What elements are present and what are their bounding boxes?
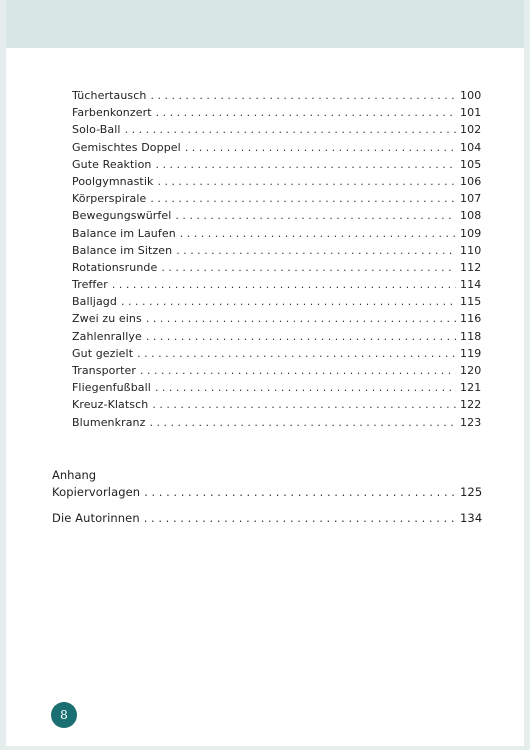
toc-entry-page: 116	[460, 312, 482, 326]
toc-entry-page: 100	[460, 89, 482, 102]
leader-dots	[144, 510, 456, 527]
leader-dots	[144, 484, 456, 501]
leader-dots	[175, 207, 456, 224]
toc-entry-label: Kreuz-Klatsch	[72, 398, 149, 412]
leader-dots	[185, 139, 456, 156]
toc-entry-page: 106	[460, 174, 482, 188]
toc-entry[interactable]	[72, 121, 480, 138]
toc-entry-label: Gute Reaktion	[72, 157, 152, 171]
toc-entry[interactable]	[72, 242, 480, 259]
leader-dots	[150, 87, 456, 104]
toc-entry-autorinnen[interactable]	[52, 510, 483, 527]
toc-entry-page: 118	[460, 329, 482, 343]
toc-entry-label: Farbenkonzert	[72, 106, 152, 120]
toc-entry-page: 101	[460, 106, 482, 120]
toc-entry[interactable]	[72, 139, 480, 156]
leader-dots	[155, 156, 456, 173]
toc-entry-label: Gut gezielt	[72, 346, 134, 360]
toc-entry-label: Zahlenrallye	[72, 329, 142, 343]
leader-dots	[156, 104, 456, 121]
toc-entry[interactable]	[72, 276, 480, 293]
toc-entry-label: Rotationsrunde	[72, 260, 158, 274]
toc-entry-page: 102	[460, 123, 482, 137]
toc-entry-label: Treffer	[72, 278, 108, 292]
toc-entry-label: Solo-Ball	[72, 123, 121, 137]
toc-entry-label: Balljagd	[72, 295, 117, 309]
toc-entry[interactable]	[72, 225, 480, 242]
toc-entry-kopiervorlagen[interactable]	[52, 484, 483, 501]
toc-entry-page: 119	[460, 346, 482, 360]
leader-dots	[150, 414, 456, 431]
leader-dots	[157, 173, 456, 190]
toc-entry-label: Transporter	[72, 364, 137, 377]
leader-dots	[161, 259, 456, 276]
appendix-section	[52, 467, 483, 527]
toc-entry[interactable]	[72, 190, 480, 207]
toc-entry[interactable]	[72, 293, 480, 310]
toc-entry-label: Balance im Sitzen	[72, 243, 173, 257]
toc-entry-label: Zwei zu eins	[72, 312, 142, 326]
toc-entry[interactable]	[72, 207, 480, 224]
toc-entry[interactable]	[72, 156, 480, 173]
toc-entry-label: Gemischtes Doppel	[72, 140, 181, 154]
toc-entry[interactable]	[72, 104, 480, 121]
leader-dots	[176, 242, 456, 259]
toc-entry[interactable]	[72, 87, 480, 104]
toc-entry-label: Blumenkranz	[72, 415, 146, 429]
toc-entry-page: 105	[460, 157, 482, 171]
table-of-contents	[72, 87, 480, 431]
leader-dots	[112, 276, 456, 293]
leader-dots	[155, 379, 456, 396]
leader-dots	[150, 190, 456, 207]
appendix-heading: Anhang	[52, 468, 97, 482]
toc-entry-page: 112	[460, 260, 482, 274]
toc-entry-page: 123	[460, 415, 482, 429]
toc-entry[interactable]	[72, 414, 480, 431]
toc-entry[interactable]	[72, 379, 480, 396]
toc-entry-label: Balance im Laufen	[72, 226, 176, 240]
leader-dots	[125, 121, 456, 138]
toc-entry-page: 120	[460, 364, 482, 377]
toc-entry-label: Poolgymnastik	[72, 174, 154, 188]
header-band	[6, 0, 524, 48]
leader-dots	[140, 362, 456, 379]
toc-entry-page: 115	[460, 295, 482, 309]
leader-dots	[180, 225, 456, 242]
toc-entry-label: Fliegenfußball	[72, 381, 151, 395]
page	[6, 0, 524, 746]
toc-entry-page: 108	[460, 209, 482, 223]
toc-entry[interactable]	[72, 173, 480, 190]
toc-entry-page: 104	[460, 140, 482, 154]
leader-dots	[121, 293, 456, 310]
leader-dots	[137, 345, 456, 362]
toc-entry-page: 109	[460, 226, 482, 240]
toc-entry-label: Körperspirale	[72, 192, 147, 206]
toc-entry[interactable]	[72, 396, 480, 413]
toc-entry[interactable]	[72, 362, 480, 379]
toc-entry-label: Bewegungswürfel	[72, 209, 172, 223]
toc-entry-label: Die Autorinnen	[52, 511, 140, 526]
page-number-badge: 8	[51, 702, 77, 728]
leader-dots	[146, 328, 456, 345]
toc-entry-page: 107	[460, 192, 482, 206]
toc-entry[interactable]	[72, 328, 480, 345]
toc-entry-page: 121	[460, 381, 482, 395]
leader-dots	[146, 310, 456, 327]
toc-entry-page: 114	[460, 278, 482, 292]
toc-entry[interactable]	[72, 259, 480, 276]
toc-entry-page: 122	[460, 398, 482, 412]
leader-dots	[152, 396, 456, 413]
toc-entry[interactable]	[72, 310, 480, 327]
toc-entry-label: Tüchertausch	[72, 89, 147, 102]
toc-entry-label: Kopiervorlagen	[52, 485, 141, 499]
toc-entry[interactable]	[72, 345, 480, 362]
toc-entry-page: 125	[460, 485, 483, 499]
toc-entry-page: 110	[460, 243, 482, 257]
toc-entry-page: 134	[460, 511, 483, 526]
